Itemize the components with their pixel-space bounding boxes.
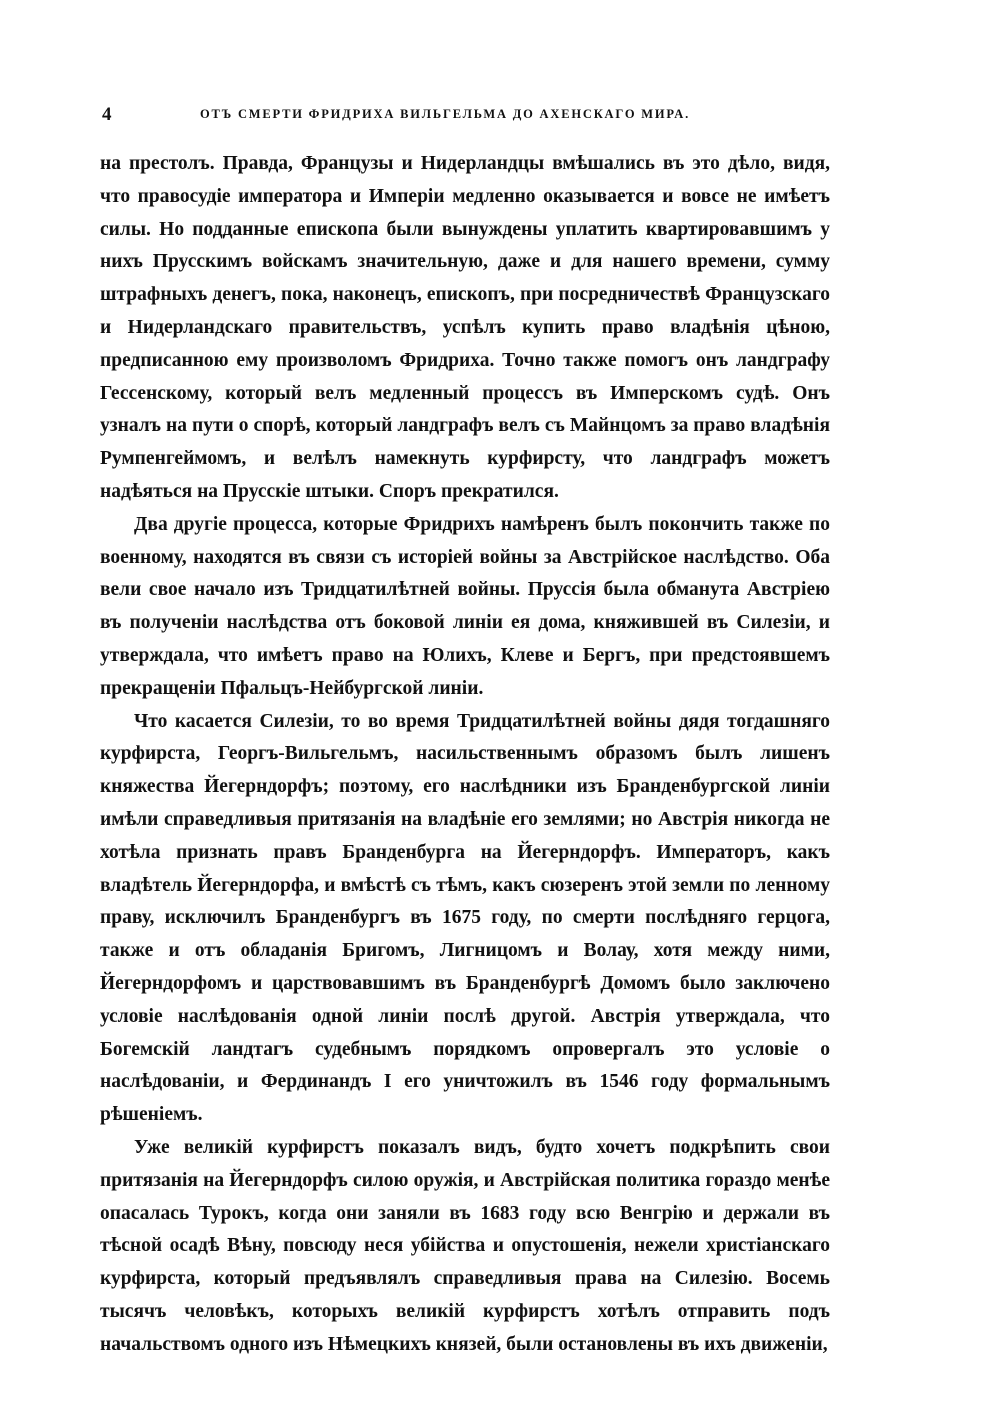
book-page bbox=[100, 100, 830, 1355]
paragraph-1: на престолъ. Правда, Французы и Нидерландцы вмѣшались въ это дѣло, видя, что правосудіе императора и Имперіи медленно оказывается и вовсе не имѣетъ силы. Но подданные епископа были вынуждены уплатить квартировавшимъ у нихъ Прусскимъ войскамъ значительную, даже и для нашего времени, сумму штрафныхъ денегъ, пока, наконецъ, епископъ, при посредничествѣ Французскаго и Нидерландскаго правительствъ, успѣлъ купить право владѣнія цѣною, предписанною ему произволомъ Фридриха. Точно также помогъ онъ ландграфу Гессенскому, который велъ медленный процессъ въ Имперскомъ судѣ. Онъ узналъ на пути о спорѣ, который ландграфъ велъ съ Майнцомъ за право владѣнія Румпенгеймомъ, и велѣлъ намекнуть курфирсту, что ландграфъ можетъ надѣяться на Прусскіе штыки. Споръ прекратился. bbox=[100, 153, 830, 502]
page-number: 4 bbox=[102, 104, 112, 125]
paragraph-2: Два другіе процесса, которые Фридрихъ намѣренъ былъ покончить также по военному, находятся въ связи съ исторіей войны за Австрійское наслѣдство. Оба вели свое начало изъ Тридцатилѣтней войны. Пруссія была обманута Австріею въ полученіи наслѣдства отъ боковой линіи ея дома, княжившей въ Силезіи, и утверждала, что имѣетъ право на Юлихъ, Клеве и Бергъ, при предстоявшемъ прекращеніи Пфальцъ-Нейбургской линіи. bbox=[100, 513, 830, 699]
paragraph-4: Уже великій курфирстъ показалъ видъ, будто хочетъ подкрѣпить свои притязанія на Йегерндорфъ силою оружія, и Австрійская политика гораздо менѣе опасалась Турокъ, когда они заняли въ 1683 году всю Венгрію и держали въ тѣсной осадѣ Вѣну, повсюду неся убійства и опустошенія, нежели христіанскаго курфирста, который предъявлялъ справедливыя права на Силезію. Восемь тысячъ человѣкъ, которыхъ великій курфирстъ хотѣлъ отправить подъ начальствомъ одного изъ Нѣмецкихъ князей, были остановлены въ ихъ движеніи, bbox=[100, 1136, 830, 1355]
running-title: ОТЪ СМЕРТИ ФРИДРИХА ВИЛЬГЕЛЬМА ДО АХЕНСКАГО МИРА. bbox=[200, 107, 690, 121]
body-text bbox=[100, 148, 830, 1361]
paragraph-3: Что касается Силезіи, то во время Тридцатилѣтней войны дядя тогдашняго курфирста, Георгъ-Вильгельмъ, насильственнымъ образомъ былъ лишенъ княжества Йегерндорфъ; поэтому, его наслѣдники изъ Бранденбургской линіи имѣли справедливыя притязанія на владѣніе его землями; но Австрія никогда не хотѣла признать правъ Бранденбурга на Йегерндорфъ. Императоръ, какъ владѣтель Йегерндорфа, и вмѣстѣ съ тѣмъ, какъ сюзеренъ этой земли по ленному праву, исключилъ Бранденбургъ въ 1675 году, по смерти послѣдняго герцога, также и отъ обладанія Бригомъ, Лигницомъ и Волау, хотя между ними, Йегерндорфомъ и царствовавшимъ въ Бранденбургѣ Домомъ было заключено условіе наслѣдованія одной линіи послѣ другой. Австрія утверждала, что Богемскій ландтагъ судебнымъ порядкомъ опровергалъ это условіе о наслѣдованіи, и Фердинандъ I его уничтожилъ въ 1546 году формальнымъ рѣшеніемъ. bbox=[100, 710, 830, 1126]
running-head bbox=[100, 100, 830, 138]
